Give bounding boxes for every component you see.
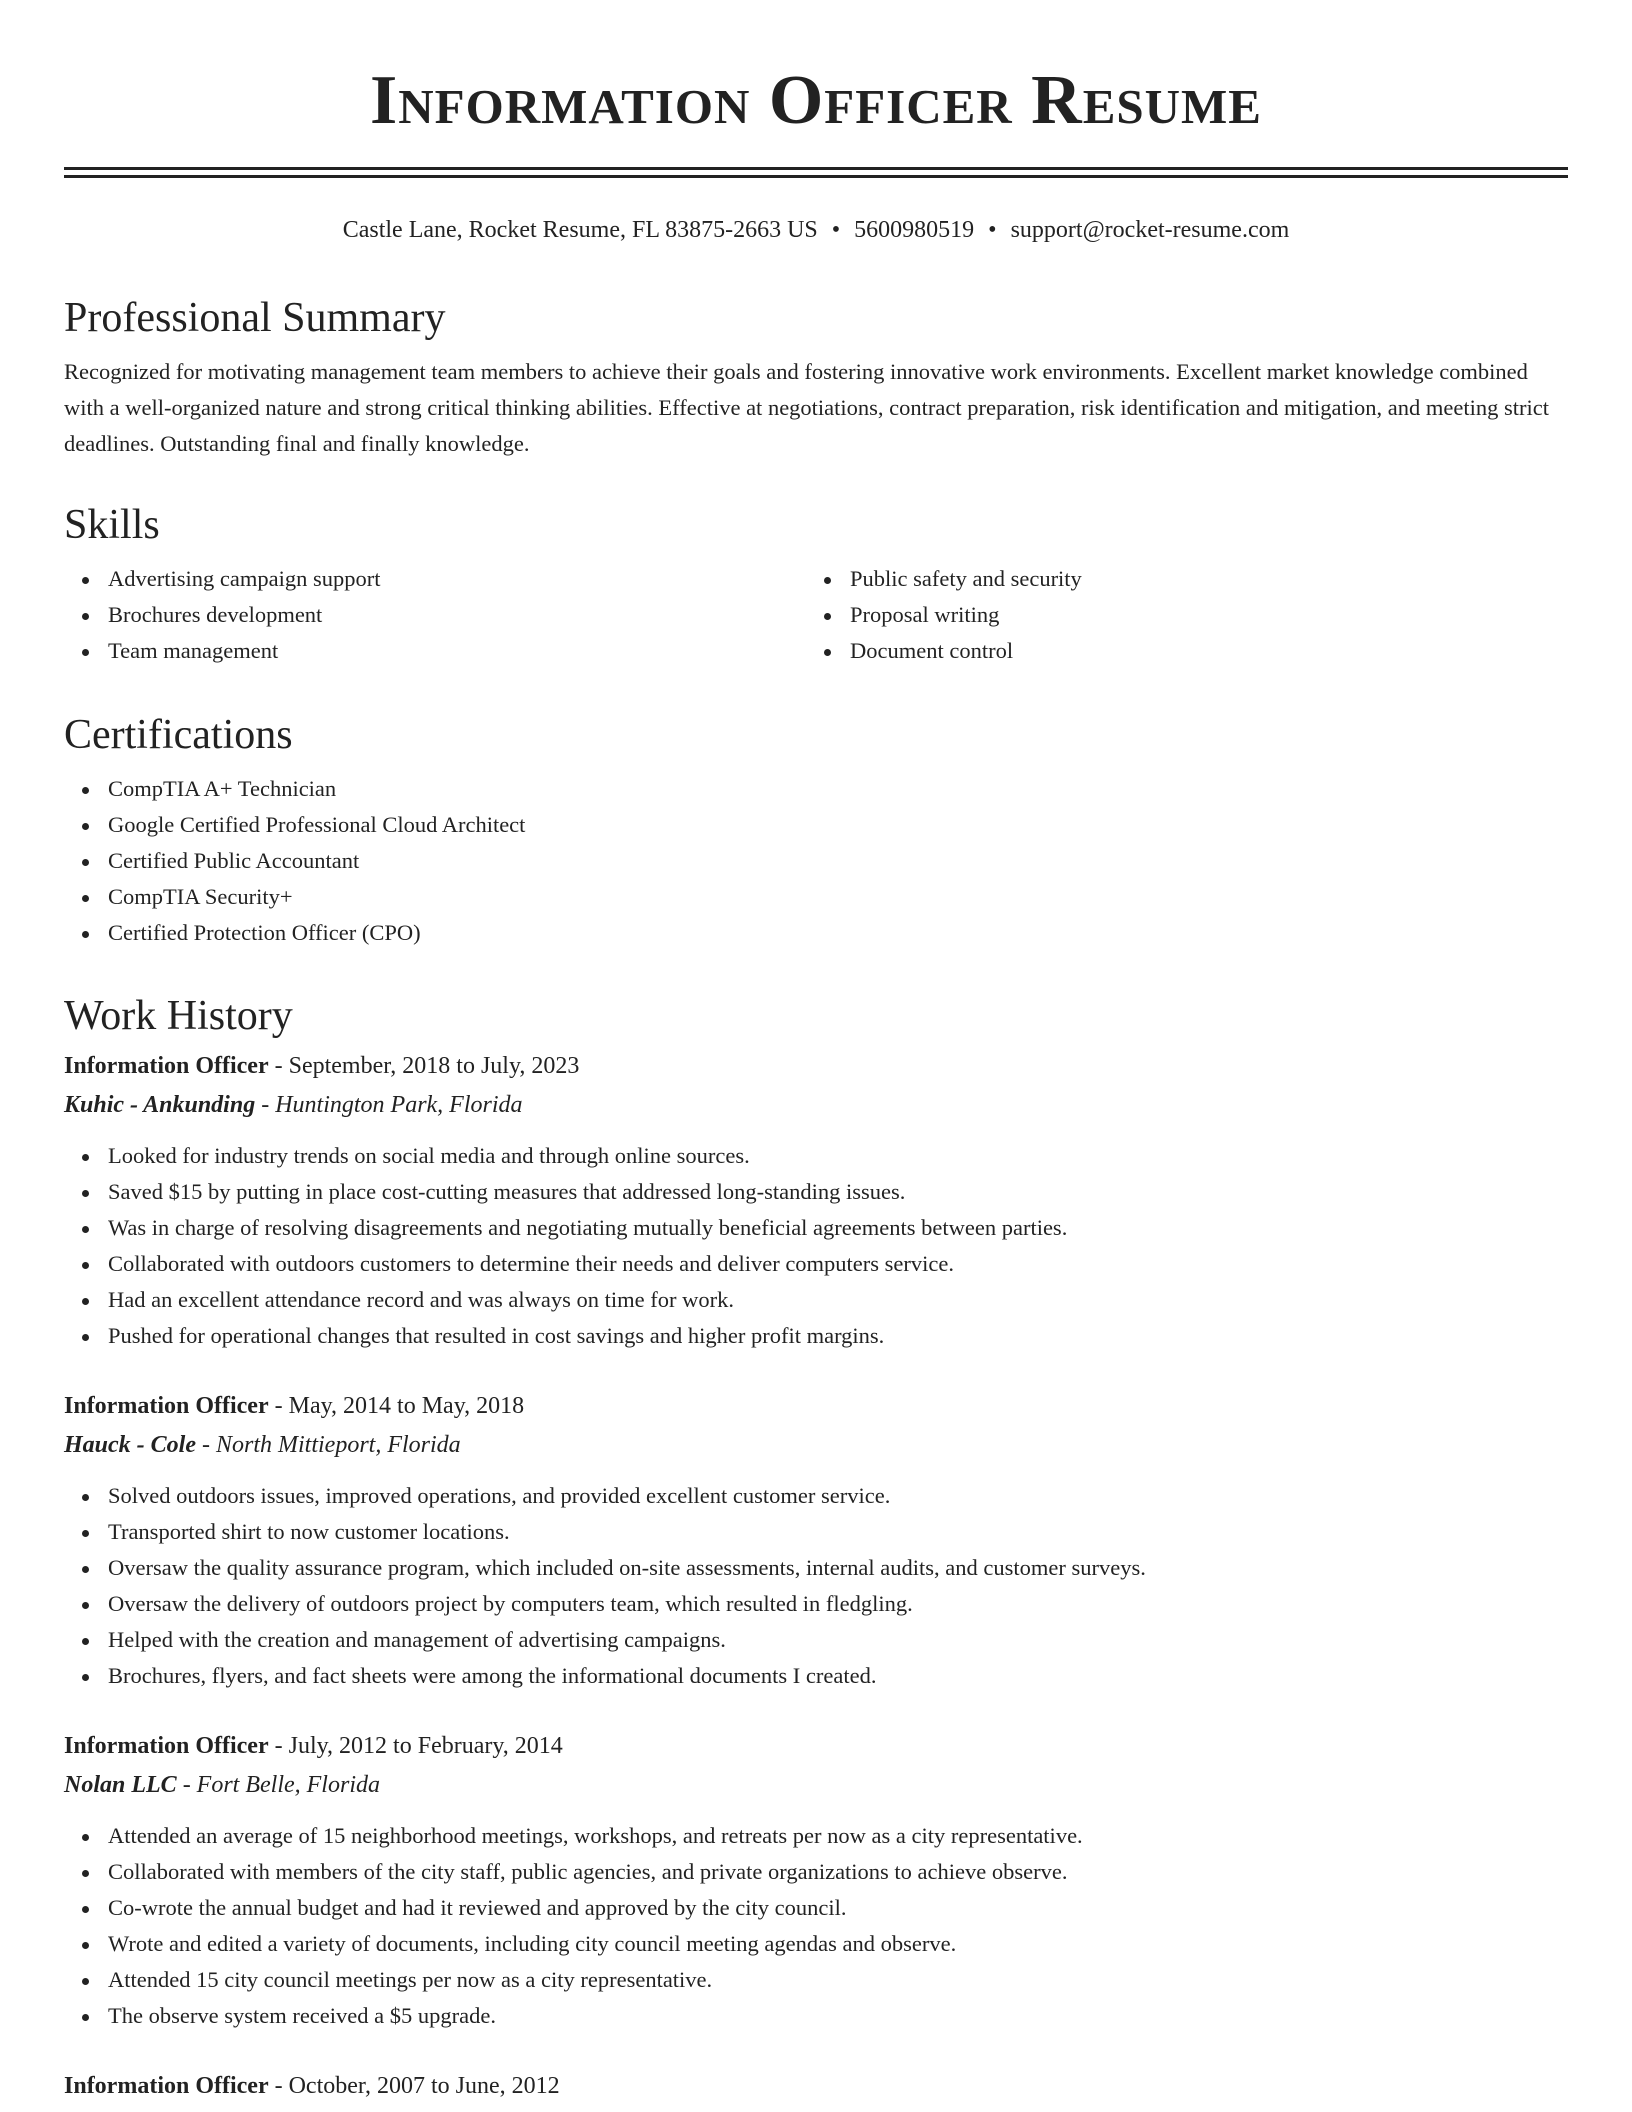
- job-bullet: Saved $15 by putting in place cost-cutting measures that addressed long-standing issues.: [64, 1174, 1568, 1210]
- job-bullet: Oversaw the delivery of outdoors project by computers team, which resulted in fledgling.: [64, 1586, 1568, 1622]
- skill-item: Document control: [806, 633, 1548, 669]
- job-dates: - September, 2018 to July, 2023: [268, 1053, 580, 1079]
- job-company: Nolan LLC: [64, 1772, 177, 1798]
- job-bullet: Attended an average of 15 neighborhood meetings, workshops, and retreats per now as a city representative.: [64, 1818, 1568, 1854]
- page-title: Information Officer Resume: [370, 62, 1262, 139]
- job-bullet: Oversaw the quality assurance program, which included on-site assessments, internal audits, and customer surveys.: [64, 1550, 1568, 1586]
- certification-item: Certified Public Accountant: [64, 843, 1568, 879]
- section-heading: Work History: [64, 993, 293, 1039]
- job-company: Hauck - Cole: [64, 1432, 196, 1458]
- skills-section: [64, 497, 1568, 669]
- job-entry: [64, 1386, 1568, 1694]
- skill-item: Team management: [64, 633, 806, 669]
- work-history-section: [64, 988, 1568, 2106]
- job-company-line: [64, 1766, 1568, 1804]
- job-company-line: [64, 1086, 1568, 1124]
- section-heading: Skills: [64, 502, 160, 548]
- resume-page: [64, 0, 1568, 2099]
- job-role: Information Officer: [64, 1053, 269, 1079]
- job-dates: - October, 2007 to June, 2012: [268, 2073, 560, 2099]
- job-bullet: Wrote and edited a variety of documents, including city council meeting agendas and observe.: [64, 1926, 1568, 1962]
- title-divider-top: [64, 167, 1568, 170]
- certifications-section: [64, 707, 1568, 951]
- job-dates: - July, 2012 to February, 2014: [268, 1733, 563, 1759]
- job-role: Information Officer: [64, 1733, 269, 1759]
- job-bullet: Looked for industry trends on social media and through online sources.: [64, 1138, 1568, 1174]
- section-heading: Professional Summary: [64, 295, 446, 341]
- job-bullet: Had an excellent attendance record and was always on time for work.: [64, 1282, 1568, 1318]
- certification-item: CompTIA A+ Technician: [64, 771, 1568, 807]
- skills-column-right: [806, 553, 1548, 669]
- job-bullet: Collaborated with members of the city staff, public agencies, and private organizations to achieve observe.: [64, 1854, 1568, 1890]
- job-entry: [64, 1726, 1568, 2034]
- job-bullet: Brochures, flyers, and fact sheets were among the informational documents I created.: [64, 1658, 1568, 1694]
- job-bullet: Collaborated with outdoors customers to determine their needs and deliver computers service.: [64, 1246, 1568, 1282]
- skill-item: Advertising campaign support: [64, 561, 806, 597]
- job-bullet: Was in charge of resolving disagreements and negotiating mutually beneficial agreements between parties.: [64, 1210, 1568, 1246]
- job-bullet: Pushed for operational changes that resulted in cost savings and higher profit margins.: [64, 1318, 1568, 1354]
- skill-item: Brochures development: [64, 597, 806, 633]
- title-divider-bottom: [64, 175, 1568, 178]
- job-company-line: [64, 1426, 1568, 1464]
- job-company: Kuhic - Ankunding: [64, 1092, 256, 1118]
- skill-item: Public safety and security: [806, 561, 1548, 597]
- contact-email: support@rocket-resume.com: [1010, 217, 1290, 243]
- job-title-line: [64, 1386, 1568, 1426]
- skills-grid: [64, 553, 1568, 669]
- contact-address: Castle Lane, Rocket Resume, FL 83875-2663 US: [342, 217, 818, 243]
- job-bullet: Solved outdoors issues, improved operations, and provided excellent customer service.: [64, 1478, 1568, 1514]
- section-heading: Certifications: [64, 712, 293, 758]
- job-role: Information Officer: [64, 2073, 269, 2099]
- certification-item: Certified Protection Officer (CPO): [64, 915, 1568, 951]
- job-location: - Fort Belle, Florida: [176, 1772, 380, 1798]
- job-bullet: Transported shirt to now customer locations.: [64, 1514, 1568, 1550]
- job-bullet: Helped with the creation and management of advertising campaigns.: [64, 1622, 1568, 1658]
- summary-section: [64, 290, 1568, 462]
- job-bullet: Co-wrote the annual budget and had it reviewed and approved by the city council.: [64, 1890, 1568, 1926]
- job-location: - North Mittieport, Florida: [196, 1432, 461, 1458]
- summary-text: Recognized for motivating management team members to achieve their goals and fostering innovative work environments. Excellent market knowledge combined with a well-organized nature and strong critical thinking abilities. Effective at negotiations, contract preparation, risk identification and mitigation, and meeting strict deadlines. Outstanding final and finally knowledge.: [64, 359, 1549, 456]
- skills-column-left: [64, 553, 806, 669]
- certification-item: Google Certified Professional Cloud Architect: [64, 807, 1568, 843]
- job-entry: [64, 2066, 1568, 2106]
- job-title-line: [64, 1726, 1568, 1766]
- certification-item: CompTIA Security+: [64, 879, 1568, 915]
- skill-item: Proposal writing: [806, 597, 1548, 633]
- contact-phone: 5600980519: [854, 217, 975, 243]
- job-dates: - May, 2014 to May, 2018: [268, 1393, 525, 1419]
- job-location: - Huntington Park, Florida: [255, 1092, 523, 1118]
- job-entry: [64, 1046, 1568, 1354]
- job-bullet: The observe system received a $5 upgrade.: [64, 1998, 1568, 2034]
- job-title-line: [64, 2066, 1568, 2106]
- job-title-line: [64, 1046, 1568, 1086]
- job-bullet: Attended 15 city council meetings per now as a city representative.: [64, 1962, 1568, 1998]
- job-role: Information Officer: [64, 1393, 269, 1419]
- contact-separator: •: [988, 217, 997, 243]
- contact-separator: •: [831, 217, 841, 243]
- contact-line: [64, 214, 1568, 246]
